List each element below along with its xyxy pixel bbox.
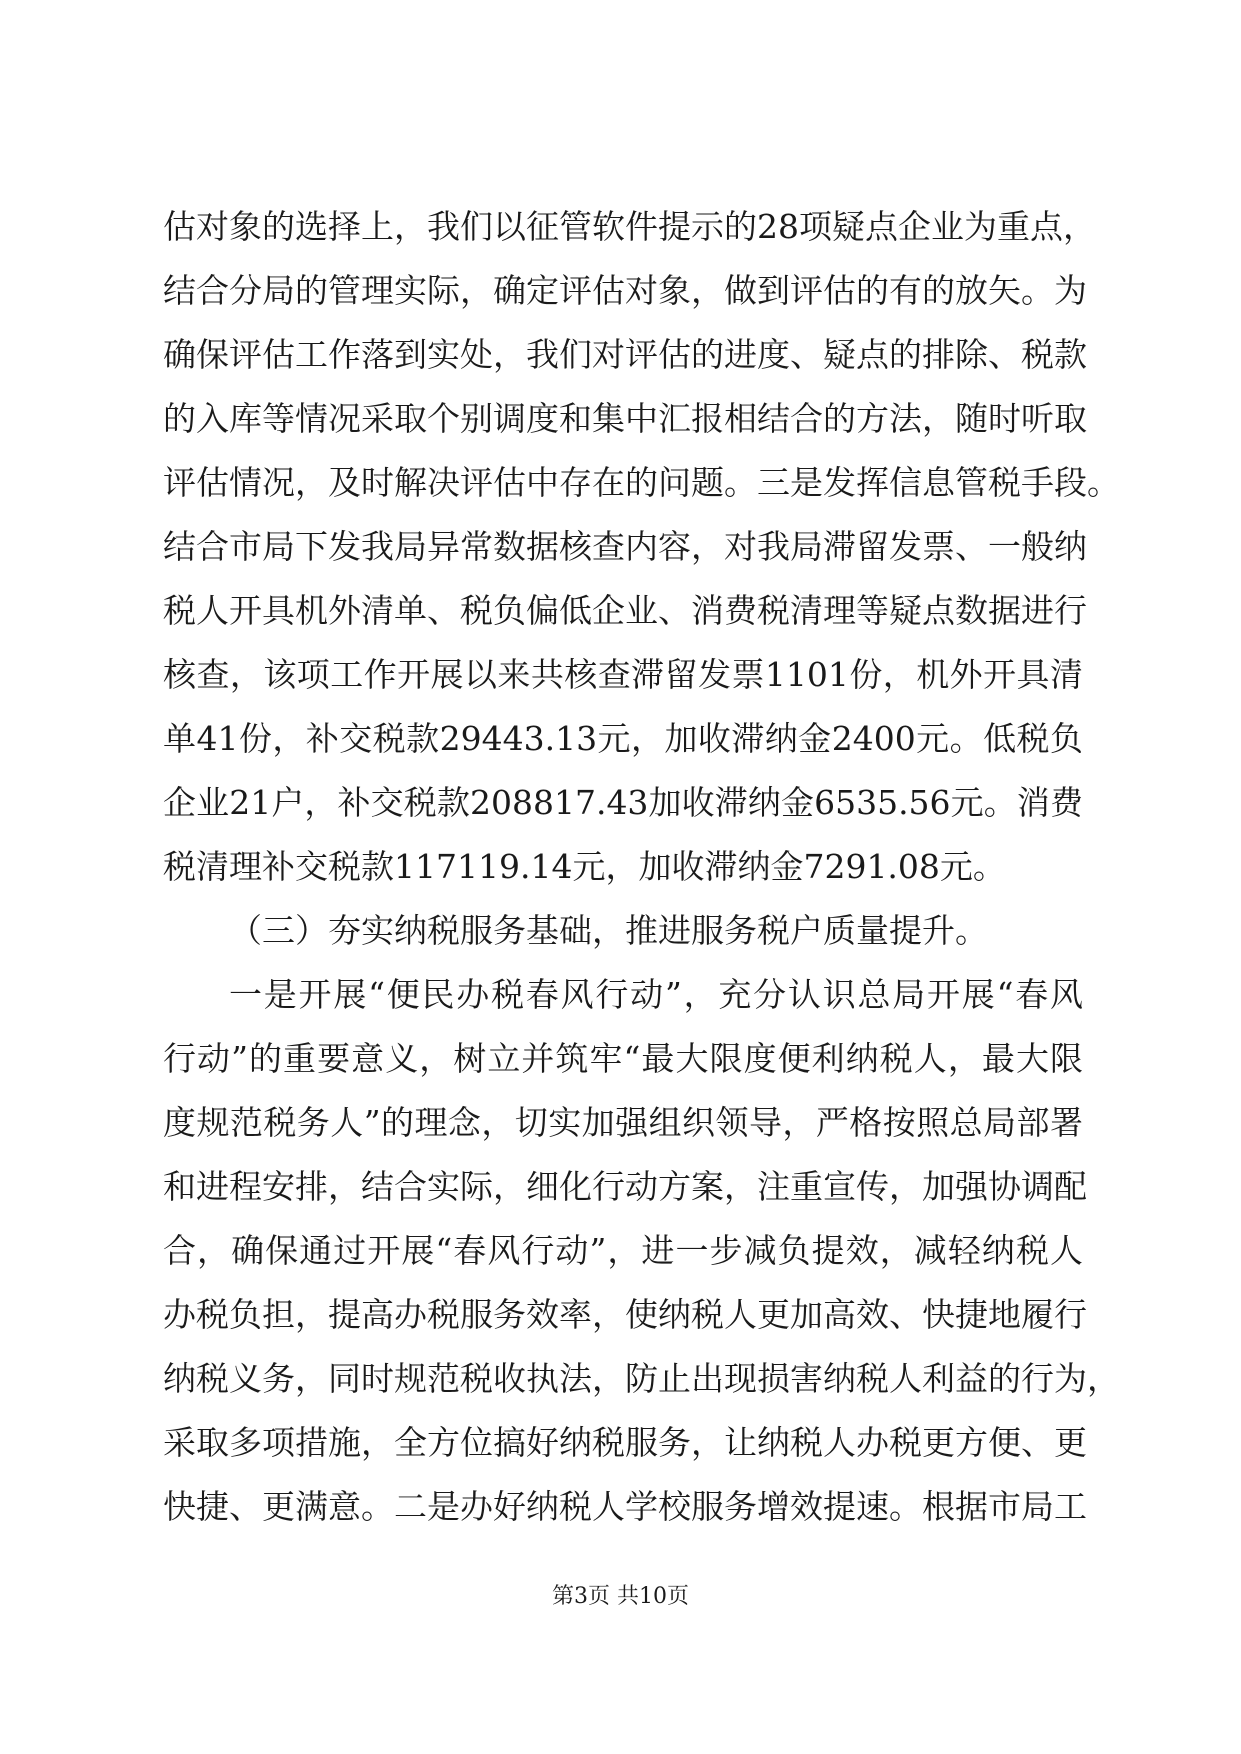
body-line-16: 和进程安排，结合实际，细化行动方案，注重宣传，加强协调配	[163, 1167, 1087, 1206]
page-footer: 第3页 共10页	[552, 1584, 689, 1609]
body-line-8: 核查，该项工作开展以来共核查滞留发票1101份，机外开具清	[163, 655, 1083, 694]
body-line-18: 办税负担，提高办税服务效率，使纳税人更加高效、快捷地履行	[163, 1295, 1087, 1334]
body-line-2: 结合分局的管理实际，确定评估对象，做到评估的有的放矢。为	[163, 271, 1087, 310]
body-line-10: 企业21户，补交税款208817.43加收滞纳金6535.56元。消费	[163, 783, 1083, 822]
body-line-21: 快捷、更满意。二是办好纳税人学校服务增效提速。根据市局工	[163, 1487, 1087, 1526]
body-line-11: 税清理补交税款117119.14元，加收滞纳金7291.08元。	[163, 847, 1006, 886]
body-line-13: 一是开展“便民办税春风行动”，充分认识总局开展“春风	[229, 975, 1083, 1014]
body-line-14: 行动”的重要意义，树立并筑牢“最大限度便利纳税人，最大限	[163, 1039, 1083, 1078]
body-line-1: 估对象的选择上，我们以征管软件提示的28项疑点企业为重点，	[163, 207, 1096, 246]
body-line-6: 结合市局下发我局异常数据核查内容，对我局滞留发票、一般纳	[163, 527, 1087, 566]
body-line-15: 度规范税务人”的理念，切实加强组织领导，严格按照总局部署	[163, 1103, 1083, 1142]
body-line-4: 的入库等情况采取个别调度和集中汇报相结合的方法，随时听取	[163, 399, 1087, 438]
body-line-9: 单41份，补交税款29443.13元，加收滞纳金2400元。低税负	[163, 719, 1083, 758]
body-line-19: 纳税义务，同时规范税收执法，防止出现损害纳税人利益的行为，	[163, 1359, 1120, 1398]
body-line-20: 采取多项措施，全方位搞好纳税服务，让纳税人办税更方便、更	[163, 1423, 1087, 1462]
body-line-5: 评估情况，及时解决评估中存在的问题。三是发挥信息管税手段。	[163, 463, 1120, 502]
section-heading: （三）夯实纳税服务基础，推进服务税户质量提升。	[229, 911, 988, 950]
body-line-3: 确保评估工作落到实处，我们对评估的进度、疑点的排除、税款	[163, 335, 1087, 374]
body-line-17: 合，确保通过开展“春风行动”，进一步减负提效，减轻纳税人	[163, 1231, 1083, 1270]
body-line-7: 税人开具机外清单、税负偏低企业、消费税清理等疑点数据进行	[163, 591, 1087, 630]
